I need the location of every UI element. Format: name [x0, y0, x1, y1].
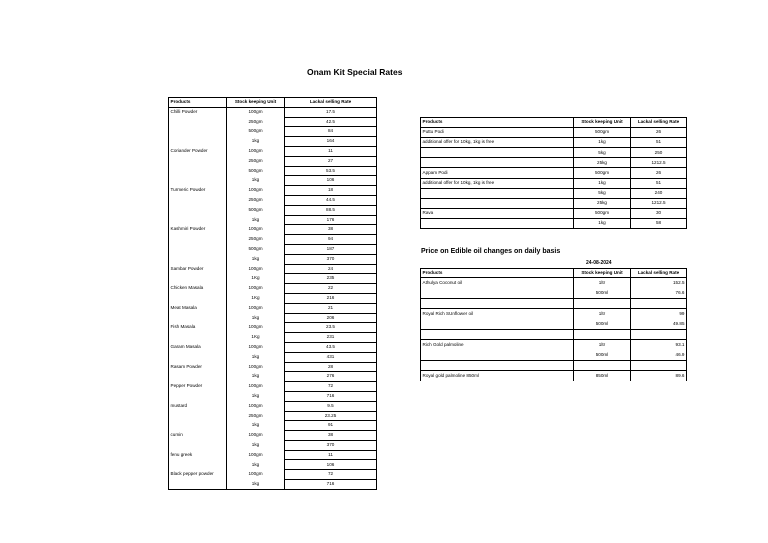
table-row [169, 195, 377, 205]
product-cell: Royal gold palmoline 850ml [421, 371, 574, 382]
rate-cell: 17.5 [285, 107, 377, 117]
sku-cell: 250gm [227, 156, 285, 166]
rate-cell: 42.5 [285, 117, 377, 127]
sku-cell [574, 330, 631, 340]
product-cell: mustard [169, 401, 227, 411]
product-cell [169, 372, 227, 382]
sku-cell: 500gm [227, 244, 285, 254]
table-row [421, 198, 687, 208]
sku-cell: 1kg [227, 176, 285, 186]
sku-cell: 1ltr [574, 309, 631, 320]
column-header-sku: Stock keeping Unit [227, 98, 285, 108]
rate-cell: 106 [285, 460, 377, 470]
product-cell [169, 440, 227, 450]
product-cell: Meat Masala [169, 303, 227, 313]
rate-cell: 370 [285, 440, 377, 450]
sku-cell: 1kg [227, 254, 285, 264]
sku-cell: 100gm [227, 107, 285, 117]
rate-cell: 22 [285, 284, 377, 294]
sku-cell: 100gm [227, 401, 285, 411]
rate-cell: 76.6 [631, 288, 687, 299]
product-cell [169, 244, 227, 254]
rate-cell: 58 [631, 218, 687, 228]
flour-rate-table [420, 117, 687, 229]
rate-cell: 30 [631, 208, 687, 218]
table-row [169, 342, 377, 352]
product-cell: Rich Gold palmoline [421, 340, 574, 351]
sku-cell: 1kg [227, 391, 285, 401]
sku-cell: 100gm [227, 323, 285, 333]
product-cell: Turmeric Powder [169, 186, 227, 196]
product-cell: fenu greek [169, 450, 227, 460]
product-cell [169, 117, 227, 127]
product-cell [421, 218, 574, 228]
product-cell: Coriander Powder [169, 146, 227, 156]
table-row [421, 178, 687, 188]
table-row [421, 278, 687, 289]
rate-cell: 11 [285, 450, 377, 460]
product-cell [421, 350, 574, 361]
table-row [421, 309, 687, 320]
rate-cell: 72 [285, 470, 377, 480]
product-cell [421, 299, 574, 309]
sku-cell: 1Kg [227, 274, 285, 284]
product-cell [421, 319, 574, 330]
table-row [169, 313, 377, 323]
table-row [169, 156, 377, 166]
table-row [169, 244, 377, 254]
product-cell: Chilli Powder [169, 107, 227, 117]
rate-cell: 93.1 [675, 341, 685, 347]
sku-cell: 1kg [227, 460, 285, 470]
table-row [169, 470, 377, 480]
product-cell [169, 411, 227, 421]
table-row [169, 421, 377, 431]
product-cell: Pepper Powder [169, 382, 227, 392]
rate-cell: 84 [285, 127, 377, 137]
sku-cell: 500ml [574, 288, 631, 299]
table-row [169, 264, 377, 274]
product-cell [421, 198, 574, 208]
rate-cell: 18 [285, 186, 377, 196]
product-cell: Fish Masala [169, 323, 227, 333]
rate-cell: 716 [285, 391, 377, 401]
edible-oil-rate-table [420, 268, 687, 381]
sku-cell: 100gm [227, 303, 285, 313]
table-row [169, 215, 377, 225]
sku-cell: 100gm [227, 146, 285, 156]
table-row [169, 293, 377, 303]
table-row [169, 166, 377, 176]
table-row [169, 480, 377, 490]
product-cell [169, 176, 227, 186]
product-cell: Rasam Powder [169, 362, 227, 372]
table-row [421, 158, 687, 168]
sku-cell: 100gm [227, 382, 285, 392]
table-row [421, 188, 687, 198]
rate-cell: 28 [285, 362, 377, 372]
table-row [169, 235, 377, 245]
product-cell [169, 421, 227, 431]
rate-cell: 53.5 [285, 166, 377, 176]
spices-rate-table [168, 97, 377, 490]
table-row [421, 218, 687, 228]
rate-cell: 235 [285, 274, 377, 284]
rate-cell: 38 [285, 431, 377, 441]
table-row [169, 382, 377, 392]
table-row [421, 350, 687, 361]
sku-cell: 100gm [227, 470, 285, 480]
column-header-sku: Stock keeping Unit [574, 269, 631, 278]
rate-cell: 187 [285, 244, 377, 254]
rate-cell: 370 [285, 254, 377, 264]
rate-cell: 431 [285, 352, 377, 362]
sku-cell [574, 299, 631, 309]
column-header-products: Products [421, 118, 574, 128]
sku-cell: 1kg [227, 372, 285, 382]
sku-cell: 100gm [227, 284, 285, 294]
table-row [169, 107, 377, 117]
sku-cell: 1kg [227, 137, 285, 147]
column-header-rate: Lackal selling Rate [631, 269, 687, 278]
rate-cell: 99 [679, 310, 685, 316]
product-cell [169, 156, 227, 166]
rate-cell: 51 [631, 178, 687, 188]
sku-cell: 500ml [574, 319, 631, 330]
product-cell [169, 195, 227, 205]
sku-cell: 500ml [574, 350, 631, 361]
sku-cell: 1ltr [574, 340, 631, 351]
sku-cell: 500gm [227, 166, 285, 176]
product-cell [421, 158, 574, 168]
product-cell [421, 288, 574, 299]
table-row [169, 323, 377, 333]
sku-cell: 1kg [227, 352, 285, 362]
product-cell: Puttu Podi [421, 128, 574, 138]
sku-cell: 5kg [574, 148, 631, 158]
rate-cell: 276 [285, 372, 377, 382]
table-row [421, 168, 687, 178]
sku-cell: 1kg [227, 215, 285, 225]
sku-cell: 250gm [227, 117, 285, 127]
table-row [421, 128, 687, 138]
table-row [421, 288, 687, 299]
table-row [169, 460, 377, 470]
sku-cell: 1ltr [574, 278, 631, 289]
column-header-rate: Lackal selling Rate [631, 118, 687, 128]
sku-cell: 1Kg [227, 333, 285, 343]
rate-cell: 1212.5 [631, 158, 687, 168]
table-row [169, 333, 377, 343]
sku-cell: 100gm [227, 431, 285, 441]
table-row [421, 340, 687, 351]
product-cell [169, 137, 227, 147]
rate-cell: 176 [285, 215, 377, 225]
table-row [421, 361, 687, 371]
table-row [421, 319, 687, 330]
table-row [169, 450, 377, 460]
rate-cell: 24 [285, 264, 377, 274]
oil-price-date: 24-08-2024 [586, 260, 612, 266]
product-cell [169, 480, 227, 490]
table-row [169, 274, 377, 284]
sku-cell: 100gm [227, 342, 285, 352]
table-row [169, 146, 377, 156]
rate-cell: 164 [285, 137, 377, 147]
table-row [421, 299, 687, 309]
sku-cell: 1kg [227, 421, 285, 431]
product-cell [169, 205, 227, 215]
product-cell [421, 188, 574, 198]
sku-cell: 100gm [227, 450, 285, 460]
product-cell: Black pepper powder [169, 470, 227, 480]
rate-cell: 11 [285, 146, 377, 156]
column-header-products: Products [169, 98, 227, 108]
table-row [169, 186, 377, 196]
sku-cell: 250gm [227, 411, 285, 421]
product-cell: Chicken Masala [169, 284, 227, 294]
sku-cell: 100gm [227, 264, 285, 274]
sku-cell: 500gm [227, 205, 285, 215]
sku-cell: 25kg [574, 198, 631, 208]
rate-cell: 9.5 [285, 401, 377, 411]
product-cell [169, 460, 227, 470]
product-cell: Rava [421, 208, 574, 218]
table-row [169, 303, 377, 313]
rate-cell: 1212.5 [631, 198, 687, 208]
table-row [169, 254, 377, 264]
column-header-products: Products [421, 269, 574, 278]
sku-cell: 5kg [574, 188, 631, 198]
product-cell [421, 148, 574, 158]
table-row [169, 137, 377, 147]
sku-cell: 100gm [227, 362, 285, 372]
sku-cell: 1kg [574, 218, 631, 228]
product-cell [169, 352, 227, 362]
oil-section-heading: Price on Edible oil changes on daily basis [421, 248, 561, 255]
table-row [421, 148, 687, 158]
table-row [169, 127, 377, 137]
sku-cell: 500gm [574, 208, 631, 218]
sku-cell: 250gm [227, 235, 285, 245]
rate-cell: 43.5 [285, 342, 377, 352]
product-cell [169, 333, 227, 343]
column-header-rate: Lackal selling Rate [285, 98, 377, 108]
product-cell: Kashmiri Powder [169, 225, 227, 235]
rate-cell: 250 [631, 148, 687, 158]
product-cell [169, 254, 227, 264]
product-cell: Appam Podi [421, 168, 574, 178]
table-row [169, 401, 377, 411]
rate-cell: 26 [631, 168, 687, 178]
table-row [169, 411, 377, 421]
sku-cell: 1kg [574, 138, 631, 148]
rate-cell: 27 [285, 156, 377, 166]
sku-cell: 1kg [227, 480, 285, 490]
table-row [421, 208, 687, 218]
product-cell [169, 313, 227, 323]
sku-cell: 100gm [227, 186, 285, 196]
sku-cell: 1kg [227, 440, 285, 450]
sku-cell: 100gm [227, 225, 285, 235]
product-cell: additional offer for 10kg, 1kg is free [421, 138, 574, 148]
rate-cell: 44.5 [285, 195, 377, 205]
rate-cell: 716 [285, 480, 377, 490]
product-cell [169, 391, 227, 401]
sku-cell: 1kg [574, 178, 631, 188]
rate-cell: 46.9 [631, 350, 687, 361]
product-cell: cumin [169, 431, 227, 441]
product-cell: additional offer for 10kg, 1kg is free [421, 178, 574, 188]
rate-cell: 89.6 [675, 372, 685, 378]
sku-cell: 25kg [574, 158, 631, 168]
sku-cell: 500gm [574, 168, 631, 178]
rate-cell: 38 [285, 225, 377, 235]
product-cell: Royal Rich SUnflower oil [421, 309, 574, 320]
rate-cell: 206 [285, 313, 377, 323]
product-cell [421, 361, 574, 371]
product-cell [169, 127, 227, 137]
table-row [169, 431, 377, 441]
rate-cell: 94 [285, 235, 377, 245]
sku-cell: 850ml [574, 371, 631, 382]
sku-cell: 1kg [227, 313, 285, 323]
rate-cell [631, 299, 687, 309]
rate-cell: 49.85 [631, 319, 687, 330]
table-row [169, 440, 377, 450]
column-header-sku: Stock keeping Unit [574, 118, 631, 128]
table-row [421, 138, 687, 148]
product-cell: Garam Masala [169, 342, 227, 352]
table-row [169, 284, 377, 294]
rate-cell: 23.5 [285, 323, 377, 333]
product-cell [169, 274, 227, 284]
sku-cell: 250gm [227, 195, 285, 205]
rate-cell: 106 [285, 176, 377, 186]
rate-cell: 21 [285, 303, 377, 313]
table-row [169, 391, 377, 401]
rate-cell: 152.5 [673, 279, 685, 285]
page-title: Onam Kit Special Rates [307, 67, 403, 77]
sku-cell: 500gm [227, 127, 285, 137]
rate-cell [631, 361, 687, 371]
rate-cell: 216 [285, 293, 377, 303]
table-row [169, 205, 377, 215]
table-row [421, 330, 687, 340]
rate-cell: 231 [285, 333, 377, 343]
product-cell [169, 166, 227, 176]
sku-cell: 1Kg [227, 293, 285, 303]
table-row [169, 372, 377, 382]
table-row [169, 117, 377, 127]
table-row [169, 225, 377, 235]
product-cell [169, 293, 227, 303]
product-cell [169, 235, 227, 245]
product-cell: Athulya Coconut oil [421, 278, 574, 289]
rate-cell: 72 [285, 382, 377, 392]
rate-cell [631, 330, 687, 340]
rate-cell: 91 [285, 421, 377, 431]
rate-cell: 23.25 [285, 411, 377, 421]
product-cell [421, 330, 574, 340]
product-cell [169, 215, 227, 225]
rate-cell: 51 [631, 138, 687, 148]
sku-cell: 500gm [574, 128, 631, 138]
table-row [421, 371, 687, 382]
rate-cell: 26 [631, 128, 687, 138]
product-cell: Sambar Powder [169, 264, 227, 274]
table-row [169, 352, 377, 362]
table-row [169, 176, 377, 186]
rate-cell: 88.5 [285, 205, 377, 215]
sku-cell [574, 361, 631, 371]
rate-cell: 240 [631, 188, 687, 198]
table-row [169, 362, 377, 372]
